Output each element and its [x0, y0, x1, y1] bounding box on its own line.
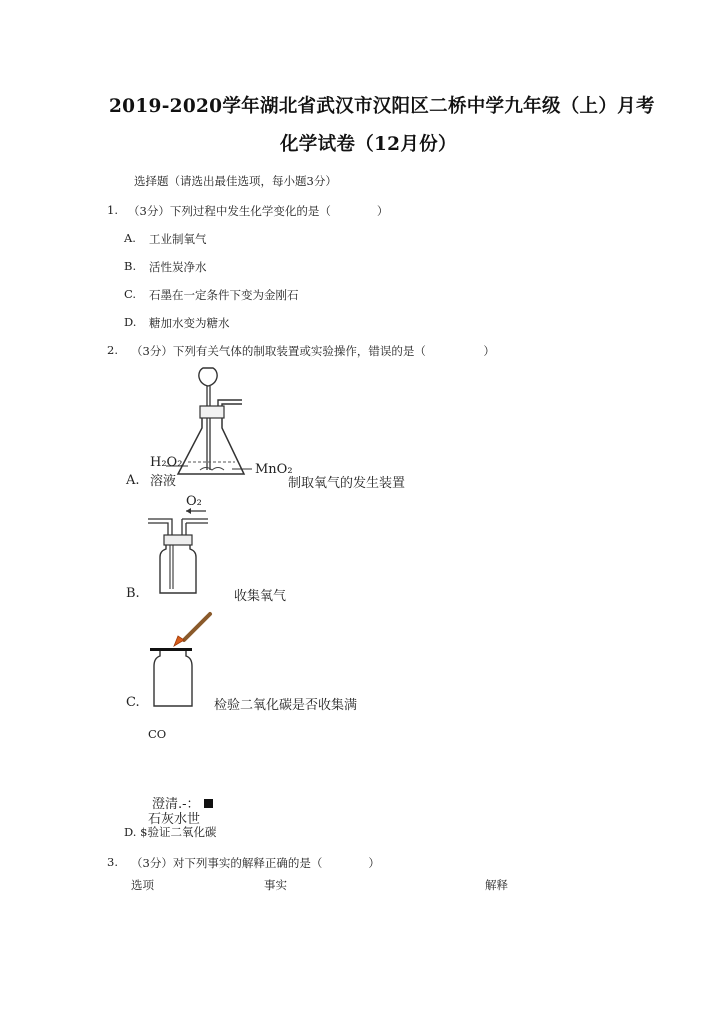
paper-title-line1: 2019-2020学年湖北省武汉市汉阳区二桥中学九年级（上）月考	[109, 96, 655, 117]
clear-text: 澄清.-：	[152, 797, 200, 812]
q2-option-c-letter: C.	[126, 695, 140, 710]
q1-option-d-letter: D.	[124, 315, 137, 329]
co2-test-bottle-figure	[146, 610, 216, 710]
gas-bottle-figure	[146, 505, 216, 595]
q1-option-b-letter: B.	[124, 259, 137, 273]
q1-option-a-text: 工业制氧气	[149, 232, 207, 246]
paper-title-line2: 化学试卷（12月份）	[280, 134, 457, 155]
q1-number: 1.	[107, 203, 118, 217]
h2o2-label: H₂O₂	[150, 455, 183, 470]
q1-option-c-letter: C.	[124, 287, 137, 301]
q2-stem: （3分）下列有关气体的制取装置或实验操作，错误的是（ ）	[131, 344, 495, 358]
q3-stem: （3分）对下列事实的解释正确的是（ ）	[131, 856, 380, 870]
q1-option-b-text: 活性炭净水	[149, 260, 207, 274]
q2-option-d-line: D. $验证二氧化碳	[124, 825, 217, 839]
q2-number: 2.	[107, 343, 118, 357]
black-square-mark	[204, 799, 213, 808]
co-label: CO	[148, 727, 167, 741]
q3-number: 3.	[107, 855, 118, 869]
mno2-label: MnO₂	[255, 462, 293, 477]
section-heading: 选择题（请选出最佳选项，每小题3分）	[134, 174, 337, 188]
q2-option-a-caption: 制取氧气的发生装置	[288, 476, 406, 491]
q1-option-a-letter: A.	[124, 231, 136, 245]
limewater-label: 石灰水世	[148, 812, 201, 827]
q2-option-b-letter: B.	[126, 586, 140, 601]
q2-option-b-caption: 收集氧气	[234, 589, 287, 604]
q1-option-d-text: 糖加水变为糖水	[149, 316, 230, 330]
q3-header-option: 选项	[131, 878, 154, 892]
q2-option-c-caption: 检验二氧化碳是否收集满	[214, 698, 358, 713]
q3-header-explanation: 解释	[485, 878, 508, 892]
o2-label: O₂	[186, 494, 202, 509]
solution-label: 溶液	[150, 474, 177, 489]
q1-option-c-text: 石墨在一定条件下变为金刚石	[149, 288, 299, 302]
q2-option-a-letter: A.	[126, 473, 140, 488]
q3-header-fact: 事实	[264, 878, 287, 892]
q1-stem: （3分）下列过程中发生化学变化的是（ ）	[128, 204, 389, 218]
